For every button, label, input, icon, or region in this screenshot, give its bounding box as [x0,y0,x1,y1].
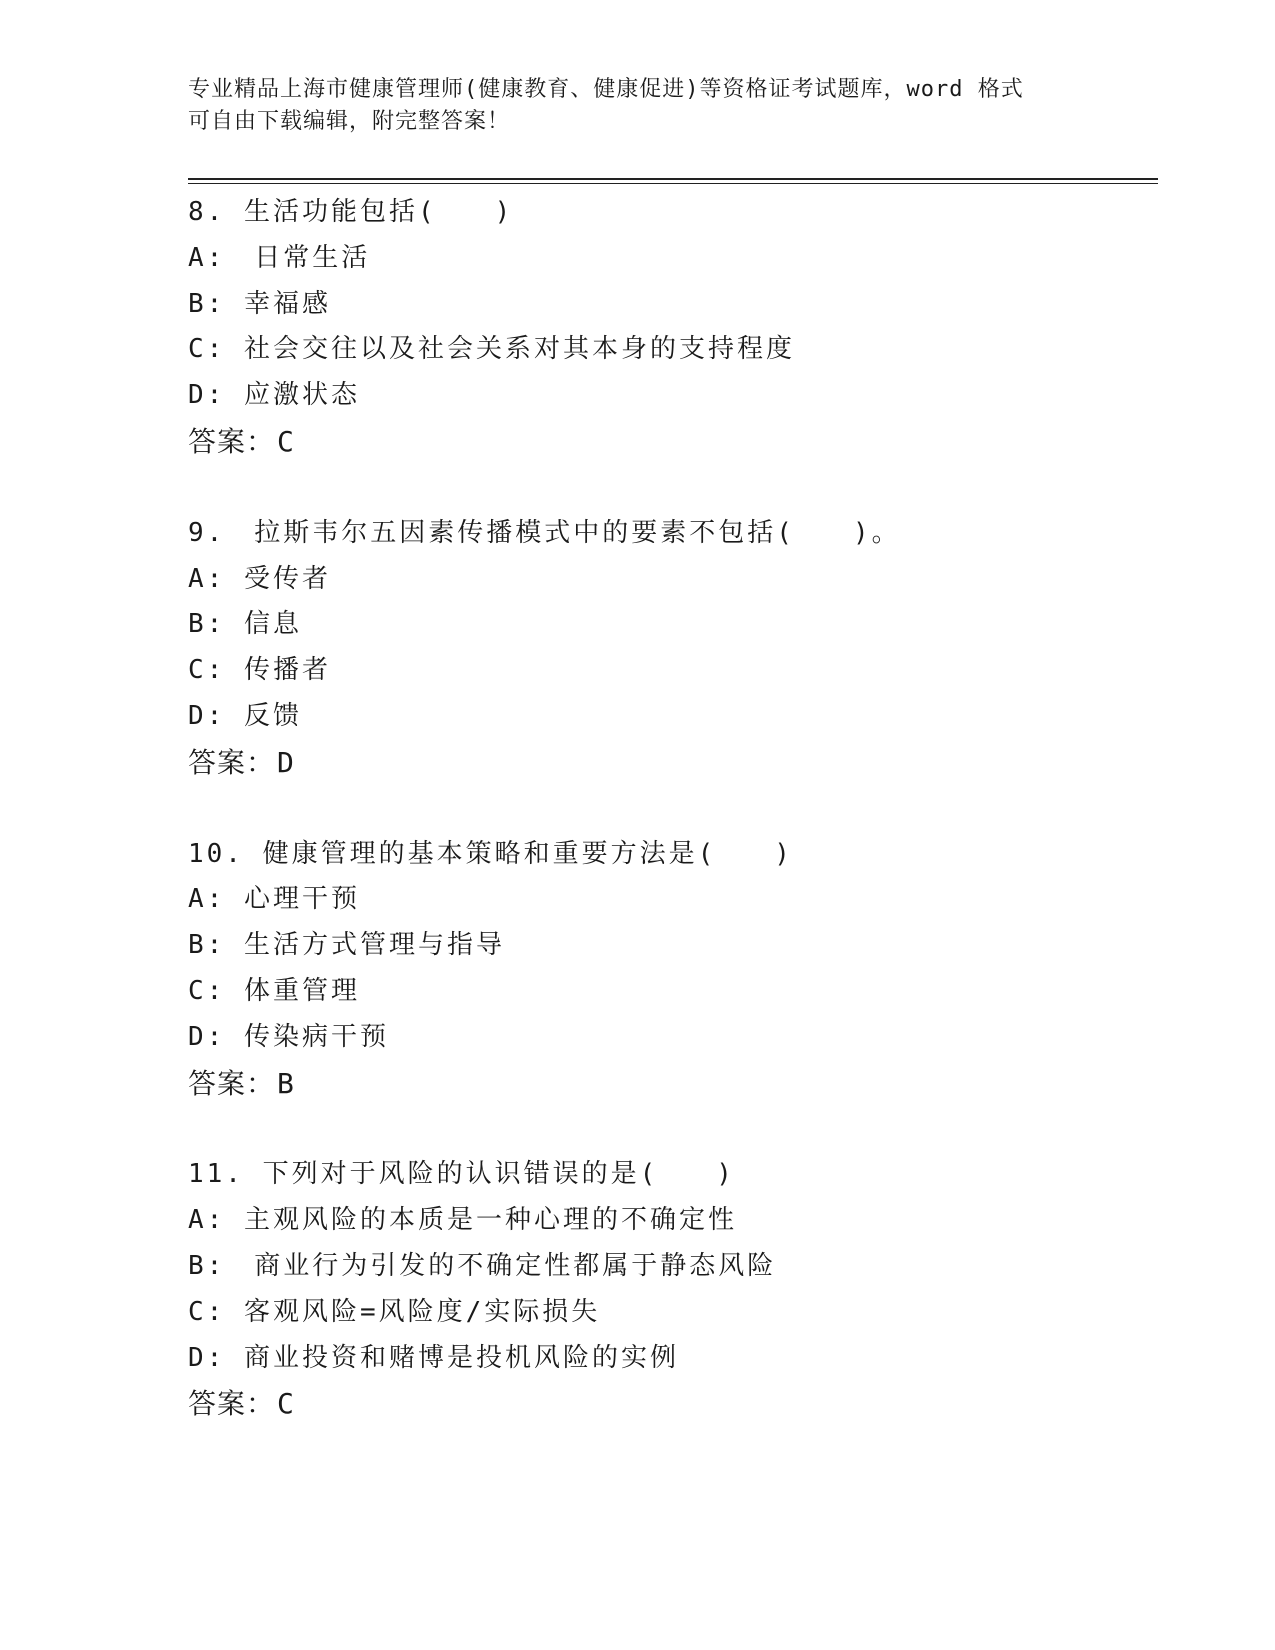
option-a: A: 心理干预 [188,884,360,915]
question-stem: 8. 生活功能包括( ) [188,197,514,227]
question-9 [188,511,1158,786]
option-d: D: 传染病干预 [188,1021,389,1052]
option-b: B: 生活方式管理与指导 [188,930,505,961]
option-b: B: 幸福感 [188,288,331,319]
header-line-2: 可自由下载编辑，附完整答案！ [188,109,511,134]
option-c: C: 体重管理 [188,975,360,1006]
option-d: D: 应激状态 [188,380,360,411]
option-a: A: 主观风险的本质是一种心理的不确定性 [188,1205,737,1236]
question-stem: 10. 健康管理的基本策略和重要方法是( ) [188,838,793,869]
answer-line [188,740,1158,786]
header-line-1: 专业精品上海市健康管理师(健康教育、健康促进)等资格证考试题库，word 格式 [188,77,1024,102]
document-header [188,74,1088,138]
question-stem: 11. 下列对于风险的认识错误的是( ) [188,1159,735,1190]
answer-line [188,1061,1158,1107]
answer-value: D [277,745,294,779]
answer-label: 答案： [188,424,276,458]
answer-label: 答案： [188,745,276,779]
option-d: D: 反馈 [188,700,302,731]
answer-label: 答案： [188,1387,276,1421]
answer-label: 答案： [188,1066,276,1100]
option-a: A: 日常生活 [188,242,371,273]
option-c: C: 传播者 [188,655,331,686]
option-c: C: 社会交往以及社会关系对其本身的支持程度 [188,334,795,365]
question-stem: 9. 拉斯韦尔五因素传播模式中的要素不包括( )。 [188,517,901,548]
option-a: A: 受传者 [188,563,331,594]
question-8 [188,190,1158,465]
option-b: B: 信息 [188,609,302,640]
header-divider-bottom [188,183,1158,184]
question-list [188,190,1158,1473]
answer-value: C [277,1387,294,1421]
answer-line [188,1381,1158,1427]
option-d: D: 商业投资和赌博是投机风险的实例 [188,1342,679,1373]
question-11 [188,1152,1158,1427]
answer-line [188,419,1158,465]
option-c: C: 客观风险=风险度/实际损失 [188,1296,601,1327]
option-b: B: 商业行为引发的不确定性都属于静态风险 [188,1250,777,1281]
answer-value: B [277,1066,294,1100]
header-divider-top [188,178,1158,180]
answer-value: C [277,424,294,458]
question-10 [188,832,1158,1107]
